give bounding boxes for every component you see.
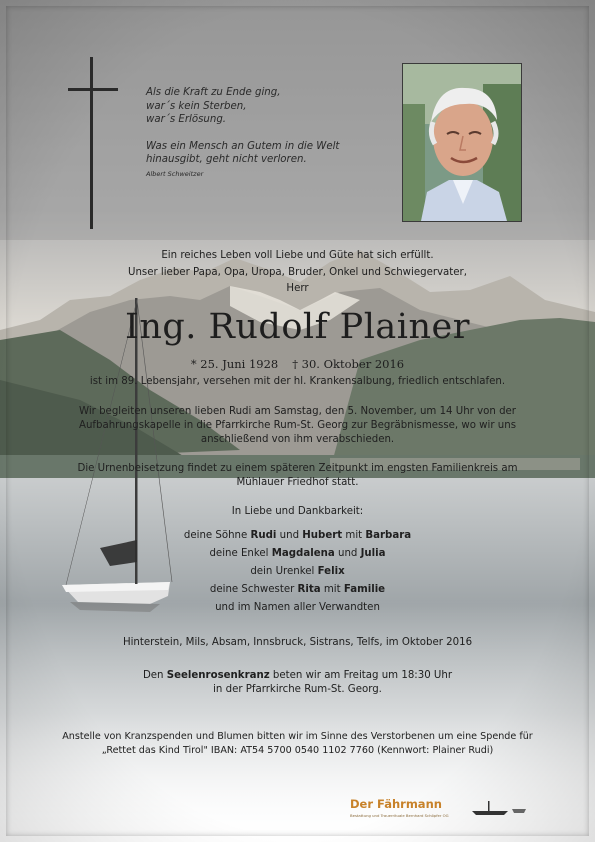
mourners-sons: deine Söhne Rudi und Hubert mit Barbara	[183, 530, 412, 541]
portrait-photo	[402, 63, 522, 222]
funeral-home-logo	[350, 797, 590, 827]
poem-line: war´s kein Sterben,	[146, 100, 247, 112]
funeral-home-name: Der Fährmann	[350, 797, 442, 811]
poem-line: Was ein Mensch an Gutem in die Welt	[146, 140, 340, 152]
poem-line: Als die Kraft zu Ende ging,	[146, 87, 281, 98]
poem-line: war´s Erlösung.	[146, 114, 227, 126]
intro-herr: Herr	[286, 283, 309, 294]
intro-line: Unser lieber Papa, Opa, Uropa, Bruder, Onkel und Schwiegervater,	[127, 267, 467, 278]
mourners-greatgrandchild: dein Urenkel Felix	[250, 566, 345, 577]
poem-author: Albert Schweitzer	[146, 169, 204, 178]
places-date: Hinterstein, Mils, Absam, Innsbruck, Sistrans, Telfs, im Oktober 2016	[122, 637, 473, 648]
cross-icon	[68, 57, 118, 229]
funeral-home-subtitle: Bestattung und Trauerrituale Bernhard Schöpfer OG	[350, 813, 449, 818]
rosary-line: in der Pfarrkirche Rum-St. Georg.	[213, 684, 382, 695]
poem-line: hinausgibt, geht nicht verloren.	[146, 154, 307, 166]
intro-line: Ein reiches Leben voll Liebe und Güte hat sich erfüllt.	[161, 250, 434, 261]
donation-line: „Rettet das Kind Tirol" IBAN: AT54 5700 0540 1102 7760 (Kennwort: Plainer Rudi)	[101, 745, 494, 756]
mourners-grandchildren: deine Enkel Magdalena und Julia	[209, 548, 386, 559]
mourners-heading: In Liebe und Dankbarkeit:	[231, 506, 364, 517]
mourners-all: und im Namen aller Verwandten	[215, 602, 380, 613]
poem	[146, 86, 386, 179]
life-dates	[30, 357, 565, 371]
birth-date: * 25. Juni 1928	[190, 357, 279, 371]
boat-logo-icon	[468, 799, 528, 819]
mourners-sister: deine Schwester Rita mit Familie	[209, 584, 386, 595]
donation-line: Anstelle von Kranzspenden und Blumen bitten wir im Sinne des Verstorbenen um eine Spende für	[62, 731, 533, 742]
funeral-line: Wir begleiten unseren lieben Rudi am Samstag, den 5. November, um 14 Uhr von der	[78, 406, 516, 417]
death-date: † 30. Oktober 2016	[292, 357, 405, 371]
urn-line: Mühlauer Friedhof statt.	[236, 477, 359, 488]
funeral-line: anschließend von ihm verabschieden.	[200, 434, 395, 445]
deceased-name: Ing. Rudolf Plainer	[125, 307, 470, 347]
rosary-line: Den Seelenrosenkranz beten wir am Freitag um 18:30 Uhr	[142, 670, 453, 681]
urn-line: Die Urnenbeisetzung findet zu einem späteren Zeitpunkt im engsten Familienkreis am	[77, 463, 518, 474]
age-line: ist im 89. Lebensjahr, versehen mit der hl. Krankensalbung, friedlich entschlafen.	[89, 376, 506, 387]
funeral-line: Aufbahrungskapelle in die Pfarrkirche Rum-St. Georg zur Begräbnismesse, wo wir uns	[78, 420, 516, 431]
